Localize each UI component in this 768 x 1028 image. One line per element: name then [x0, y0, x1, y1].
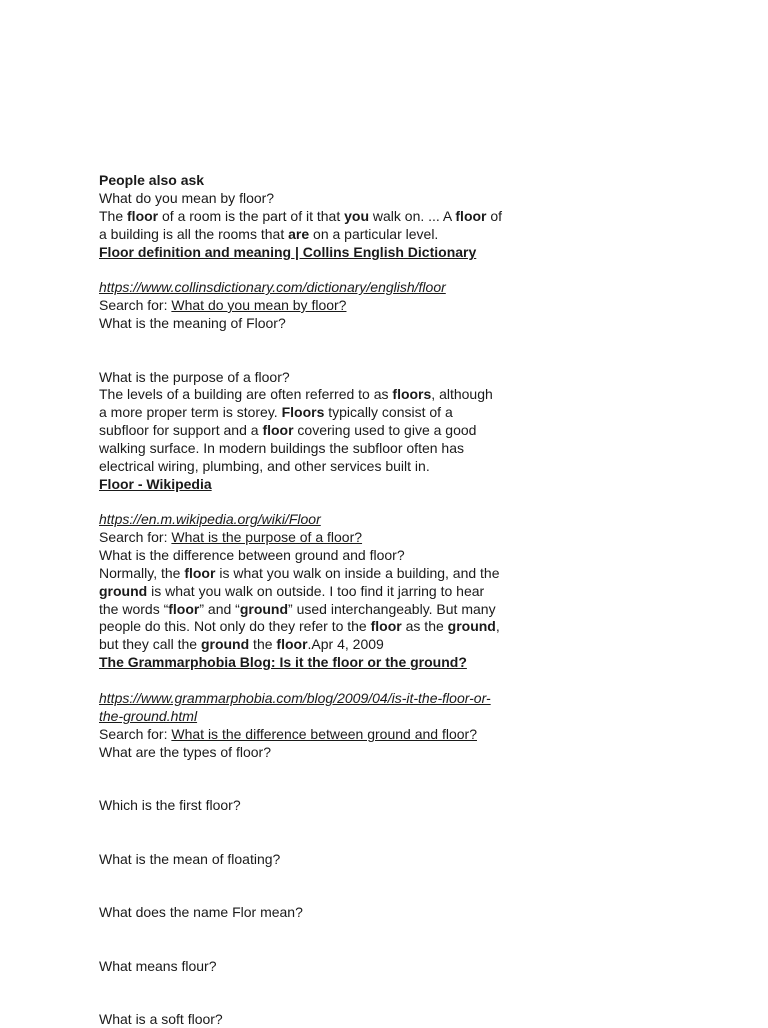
search-for-3: Search for: What is the purpose of a floor? [99, 529, 363, 545]
answer-4-line-2: ground is what you walk on outside. I too find it jarring to hear [99, 583, 485, 599]
answer-1-line-1: The floor of a room is the part of it that you walk on. ... A floor of [99, 208, 503, 224]
answer-1-line-2: a building is all the rooms that are on a particular level. [99, 226, 439, 242]
question-5: What are the types of floor? [99, 744, 271, 760]
source-url-link-4-line-2[interactable]: the-ground.html [99, 708, 198, 724]
answer-3-line-4: walking surface. In modern buildings the subfloor often has [99, 440, 464, 456]
question-8: What does the name Flor mean? [99, 904, 303, 920]
search-for-4: Search for: What is the difference between ground and floor? [99, 726, 477, 742]
answer-3-line-1: The levels of a building are often referred to as floors, although [99, 386, 493, 402]
question-1: What do you mean by floor? [99, 190, 275, 206]
answer-4-line-4: people do this. Not only do they refer to the floor as the ground, [99, 618, 500, 634]
source-title-link-4[interactable]: The Grammarphobia Blog: Is it the floor or the ground? [99, 654, 467, 670]
question-3: What is the purpose of a floor? [99, 369, 290, 385]
answer-4-line-5: but they call the ground the floor.Apr 4, 2009 [99, 636, 384, 652]
source-title-link-3[interactable]: Floor - Wikipedia [99, 476, 212, 492]
question-10: What is a soft floor? [99, 1011, 223, 1027]
answer-3-line-3: subfloor for support and a floor covering used to give a good [99, 422, 477, 438]
answer-3-line-2: a more proper term is storey. Floors typically consist of a [99, 404, 453, 420]
question-2: What is the meaning of Floor? [99, 315, 286, 331]
source-url-link-4-line-1[interactable]: https://www.grammarphobia.com/blog/2009/04/is-it-the-floor-or- [99, 690, 491, 706]
source-url-link-3[interactable]: https://en.m.wikipedia.org/wiki/Floor [99, 511, 321, 527]
search-query-link-3[interactable]: What is the purpose of a floor? [171, 529, 363, 545]
answer-3-line-5: electrical wiring, plumbing, and other services built in. [99, 458, 430, 474]
source-title-link-1[interactable]: Floor definition and meaning | Collins English Dictionary [99, 244, 477, 260]
question-6: Which is the first floor? [99, 797, 241, 813]
section-heading: People also ask [99, 172, 205, 188]
search-for-1: Search for: What do you mean by floor? [99, 297, 347, 313]
answer-4-line-3: the words “floor” and “ground” used interchangeably. But many [99, 601, 496, 617]
search-query-link-4[interactable]: What is the difference between ground and floor? [171, 726, 477, 742]
question-7: What is the mean of floating? [99, 851, 281, 867]
question-9: What means flour? [99, 958, 217, 974]
source-url-link-1[interactable]: https://www.collinsdictionary.com/dictionary/english/floor [99, 279, 446, 295]
answer-4-line-1: Normally, the floor is what you walk on inside a building, and the [99, 565, 500, 581]
search-query-link-1[interactable]: What do you mean by floor? [171, 297, 347, 313]
question-4: What is the difference between ground and floor? [99, 547, 405, 563]
